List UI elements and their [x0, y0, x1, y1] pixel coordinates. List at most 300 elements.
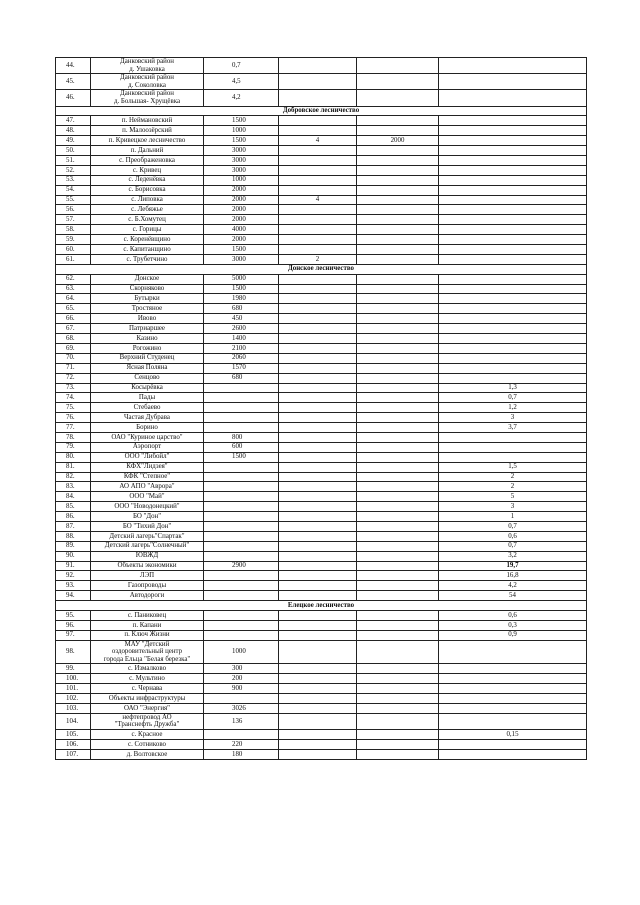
value-col-4-cell: 3 [439, 502, 587, 512]
value-col-3-cell [357, 462, 439, 472]
value-col-2-cell [279, 664, 357, 674]
value-col-2-cell [279, 324, 357, 334]
value-col-3-cell [357, 413, 439, 423]
value-col-4-cell [439, 274, 587, 284]
row-number-cell: 64. [56, 294, 91, 304]
value-col-1-cell: 220 [204, 739, 279, 749]
value-col-3-cell [357, 739, 439, 749]
value-col-1-cell: 900 [204, 684, 279, 694]
object-name-cell: Тростяное [91, 304, 204, 314]
row-number-cell: 90. [56, 551, 91, 561]
value-col-4-cell: 19,7 [439, 561, 587, 571]
value-col-3-cell [357, 749, 439, 759]
value-col-2-cell [279, 225, 357, 235]
value-col-3-cell [357, 694, 439, 704]
object-name-cell: Аэропорт [91, 442, 204, 452]
row-number-cell: 51. [56, 156, 91, 166]
table-row [56, 472, 587, 482]
value-col-2-cell [279, 694, 357, 704]
value-col-3-cell [357, 610, 439, 620]
value-col-1-cell: 1570 [204, 363, 279, 373]
value-col-1-cell: 2060 [204, 353, 279, 363]
section-header-row [56, 106, 587, 116]
value-col-3-cell [357, 492, 439, 502]
object-name-cell: с. Борисовка [91, 185, 204, 195]
table-row [56, 620, 587, 630]
value-col-1-cell: 1500 [204, 284, 279, 294]
value-col-1-cell: 2000 [204, 215, 279, 225]
value-col-3-cell [357, 185, 439, 195]
object-name-cell: Сенцово [91, 373, 204, 383]
row-number-cell: 56. [56, 205, 91, 215]
value-col-4-cell [439, 664, 587, 674]
table-row [56, 442, 587, 452]
value-col-1-cell [204, 512, 279, 522]
value-col-3-cell [357, 591, 439, 601]
value-col-2-cell [279, 146, 357, 156]
value-col-4-cell [439, 294, 587, 304]
value-col-1-cell [204, 531, 279, 541]
value-col-1-cell [204, 462, 279, 472]
object-name-cell: Борино [91, 423, 204, 433]
value-col-1-cell [204, 423, 279, 433]
value-col-2-cell [279, 610, 357, 620]
value-col-2-cell [279, 512, 357, 522]
value-col-1-cell: 4,2 [204, 90, 279, 106]
value-col-2-cell [279, 749, 357, 759]
row-number-cell: 98. [56, 640, 91, 664]
value-col-3-cell [357, 620, 439, 630]
table-row [56, 581, 587, 591]
object-name-cell: АО АПО "Аврора" [91, 482, 204, 492]
value-col-3-cell [357, 304, 439, 314]
value-col-1-cell: 1000 [204, 126, 279, 136]
object-name-cell: Пады [91, 393, 204, 403]
value-col-3-cell [357, 254, 439, 264]
forest-objects-table [55, 57, 587, 760]
value-col-2-cell [279, 74, 357, 90]
value-col-4-cell [439, 334, 587, 344]
table-row [56, 363, 587, 373]
value-col-2-cell [279, 704, 357, 714]
value-col-2-cell [279, 502, 357, 512]
table-row [56, 674, 587, 684]
object-name-cell: с. Преображеновка [91, 156, 204, 166]
value-col-4-cell [439, 165, 587, 175]
value-col-1-cell [204, 383, 279, 393]
value-col-4-cell [439, 640, 587, 664]
table-row [56, 749, 587, 759]
value-col-1-cell: 3000 [204, 165, 279, 175]
table-row [56, 561, 587, 571]
value-col-1-cell: 1500 [204, 116, 279, 126]
value-col-1-cell: 2900 [204, 561, 279, 571]
value-col-1-cell [204, 403, 279, 413]
value-col-4-cell: 3,2 [439, 551, 587, 561]
value-col-3-cell [357, 630, 439, 640]
value-col-2-cell [279, 551, 357, 561]
value-col-4-cell: 2 [439, 482, 587, 492]
row-number-cell: 47. [56, 116, 91, 126]
value-col-4-cell: 1,5 [439, 462, 587, 472]
value-col-1-cell [204, 571, 279, 581]
value-col-1-cell [204, 492, 279, 502]
table-row [56, 156, 587, 166]
value-col-2-cell [279, 343, 357, 353]
table-row [56, 531, 587, 541]
value-col-4-cell: 0,6 [439, 531, 587, 541]
value-col-2-cell [279, 561, 357, 571]
value-col-3-cell [357, 581, 439, 591]
value-col-1-cell [204, 551, 279, 561]
value-col-1-cell [204, 413, 279, 423]
object-name-cell: Частая Дубрава [91, 413, 204, 423]
object-name-cell: Косырёвка [91, 383, 204, 393]
value-col-3-cell [357, 215, 439, 225]
row-number-cell: 65. [56, 304, 91, 314]
value-col-2-cell [279, 156, 357, 166]
value-col-2-cell [279, 492, 357, 502]
row-number-cell: 57. [56, 215, 91, 225]
value-col-1-cell [204, 502, 279, 512]
row-number-cell: 59. [56, 235, 91, 245]
row-number-cell: 46. [56, 90, 91, 106]
value-col-3-cell [357, 343, 439, 353]
row-number-cell: 78. [56, 432, 91, 442]
table-row [56, 254, 587, 264]
value-col-3-cell [357, 521, 439, 531]
object-name-cell: Ясная Поляна [91, 363, 204, 373]
row-number-cell: 107. [56, 749, 91, 759]
object-name-cell: Данковский район д. Большая- Хрущёвка [91, 90, 204, 106]
row-number-cell: 94. [56, 591, 91, 601]
value-col-4-cell [439, 353, 587, 363]
value-col-4-cell: 0,7 [439, 521, 587, 531]
value-col-1-cell [204, 591, 279, 601]
object-name-cell: Бутырки [91, 294, 204, 304]
object-name-cell: ЮВЖД [91, 551, 204, 561]
value-col-3-cell: 2000 [357, 136, 439, 146]
row-number-cell: 52. [56, 165, 91, 175]
value-col-2-cell [279, 126, 357, 136]
table-row [56, 704, 587, 714]
object-name-cell: с. Липовка [91, 195, 204, 205]
value-col-2-cell [279, 235, 357, 245]
value-col-4-cell [439, 126, 587, 136]
row-number-cell: 49. [56, 136, 91, 146]
value-col-2-cell [279, 521, 357, 531]
row-number-cell: 48. [56, 126, 91, 136]
value-col-3-cell [357, 482, 439, 492]
object-name-cell: БО "Дон" [91, 512, 204, 522]
value-col-2-cell [279, 245, 357, 255]
table-row [56, 324, 587, 334]
value-col-3-cell [357, 664, 439, 674]
value-col-4-cell [439, 156, 587, 166]
value-col-3-cell [357, 284, 439, 294]
table-row [56, 739, 587, 749]
value-col-3-cell [357, 58, 439, 74]
value-col-3-cell [357, 640, 439, 664]
value-col-2-cell [279, 452, 357, 462]
table-row [56, 684, 587, 694]
value-col-3-cell [357, 126, 439, 136]
value-col-2-cell [279, 185, 357, 195]
value-col-1-cell: 450 [204, 314, 279, 324]
table-row [56, 541, 587, 551]
value-col-2-cell [279, 363, 357, 373]
value-col-2-cell [279, 442, 357, 452]
row-number-cell: 76. [56, 413, 91, 423]
value-col-4-cell [439, 739, 587, 749]
value-col-1-cell [204, 630, 279, 640]
value-col-4-cell [439, 235, 587, 245]
value-col-4-cell: 0,7 [439, 541, 587, 551]
row-number-cell: 75. [56, 403, 91, 413]
value-col-3-cell [357, 432, 439, 442]
table-row [56, 284, 587, 294]
value-col-4-cell [439, 146, 587, 156]
section-title: Елецкое лесничество [56, 601, 587, 611]
value-col-2-cell: 2 [279, 254, 357, 264]
value-col-2-cell [279, 314, 357, 324]
value-col-1-cell: 2600 [204, 324, 279, 334]
value-col-4-cell [439, 704, 587, 714]
value-col-1-cell: 0,7 [204, 58, 279, 74]
value-col-4-cell [439, 225, 587, 235]
object-name-cell: Верхний Студенец [91, 353, 204, 363]
value-col-3-cell [357, 116, 439, 126]
table-row [56, 502, 587, 512]
value-col-1-cell: 2100 [204, 343, 279, 353]
value-col-1-cell: 1500 [204, 136, 279, 146]
value-col-3-cell [357, 274, 439, 284]
value-col-4-cell: 1,2 [439, 403, 587, 413]
object-name-cell: ООО "Май" [91, 492, 204, 502]
table-row [56, 713, 587, 729]
object-name-cell: с. Чернава [91, 684, 204, 694]
object-name-cell: Автодороги [91, 591, 204, 601]
row-number-cell: 88. [56, 531, 91, 541]
value-col-2-cell [279, 472, 357, 482]
row-number-cell: 104. [56, 713, 91, 729]
value-col-1-cell: 2000 [204, 205, 279, 215]
row-number-cell: 87. [56, 521, 91, 531]
value-col-1-cell: 3026 [204, 704, 279, 714]
table-row [56, 175, 587, 185]
value-col-4-cell [439, 90, 587, 106]
value-col-3-cell [357, 541, 439, 551]
row-number-cell: 67. [56, 324, 91, 334]
value-col-2-cell [279, 334, 357, 344]
table-row [56, 551, 587, 561]
value-col-3-cell [357, 205, 439, 215]
section-title: Донское лесничество [56, 264, 587, 274]
value-col-3-cell [357, 146, 439, 156]
value-col-1-cell: 680 [204, 304, 279, 314]
table-row [56, 462, 587, 472]
value-col-2-cell [279, 90, 357, 106]
object-name-cell: с. Паниковец [91, 610, 204, 620]
value-col-2-cell [279, 383, 357, 393]
value-col-4-cell: 5 [439, 492, 587, 502]
value-col-2-cell [279, 393, 357, 403]
value-col-2-cell [279, 730, 357, 740]
table-row [56, 630, 587, 640]
table-row [56, 353, 587, 363]
table-row [56, 521, 587, 531]
value-col-1-cell: 680 [204, 373, 279, 383]
value-col-3-cell [357, 195, 439, 205]
value-col-2-cell [279, 215, 357, 225]
row-number-cell: 83. [56, 482, 91, 492]
row-number-cell: 45. [56, 74, 91, 90]
value-col-3-cell [357, 713, 439, 729]
value-col-1-cell: 1400 [204, 334, 279, 344]
value-col-1-cell: 300 [204, 664, 279, 674]
object-name-cell: с. Сотниково [91, 739, 204, 749]
value-col-1-cell [204, 482, 279, 492]
row-number-cell: 80. [56, 452, 91, 462]
value-col-2-cell [279, 591, 357, 601]
row-number-cell: 44. [56, 58, 91, 74]
value-col-1-cell: 3000 [204, 156, 279, 166]
table-row [56, 403, 587, 413]
value-col-3-cell [357, 730, 439, 740]
row-number-cell: 102. [56, 694, 91, 704]
value-col-4-cell: 0,6 [439, 610, 587, 620]
value-col-1-cell [204, 472, 279, 482]
row-number-cell: 62. [56, 274, 91, 284]
section-header-row [56, 264, 587, 274]
object-name-cell: Донское [91, 274, 204, 284]
table-row [56, 482, 587, 492]
value-col-2-cell [279, 403, 357, 413]
value-col-3-cell [357, 502, 439, 512]
value-col-3-cell [357, 512, 439, 522]
value-col-2-cell [279, 541, 357, 551]
value-col-4-cell: 0,9 [439, 630, 587, 640]
object-name-cell: ОАО "Энергия" [91, 704, 204, 714]
value-col-1-cell [204, 694, 279, 704]
object-name-cell: Детский лагерь"Солнечный" [91, 541, 204, 551]
value-col-4-cell [439, 684, 587, 694]
object-name-cell: с. Б.Хомутец [91, 215, 204, 225]
value-col-2-cell [279, 175, 357, 185]
row-number-cell: 81. [56, 462, 91, 472]
value-col-1-cell [204, 610, 279, 620]
value-col-4-cell [439, 314, 587, 324]
row-number-cell: 71. [56, 363, 91, 373]
value-col-1-cell: 200 [204, 674, 279, 684]
table-row [56, 195, 587, 205]
table-row [56, 225, 587, 235]
section-title: Добровское лесничество [56, 106, 587, 116]
value-col-3-cell [357, 373, 439, 383]
table-row [56, 432, 587, 442]
value-col-4-cell: 3,7 [439, 423, 587, 433]
row-number-cell: 86. [56, 512, 91, 522]
value-col-3-cell [357, 363, 439, 373]
row-number-cell: 79. [56, 442, 91, 452]
table-row [56, 185, 587, 195]
row-number-cell: 100. [56, 674, 91, 684]
row-number-cell: 68. [56, 334, 91, 344]
object-name-cell: п. Малоозёрский [91, 126, 204, 136]
row-number-cell: 69. [56, 343, 91, 353]
value-col-2-cell: 4 [279, 195, 357, 205]
value-col-1-cell: 1500 [204, 452, 279, 462]
object-name-cell: п. Дальний [91, 146, 204, 156]
value-col-2-cell [279, 294, 357, 304]
value-col-2-cell [279, 116, 357, 126]
object-name-cell: с. Трубетчино [91, 254, 204, 264]
row-number-cell: 50. [56, 146, 91, 156]
section-header-row [56, 601, 587, 611]
row-number-cell: 106. [56, 739, 91, 749]
value-col-3-cell [357, 531, 439, 541]
object-name-cell: с. Мультино [91, 674, 204, 684]
value-col-4-cell [439, 74, 587, 90]
value-col-1-cell [204, 581, 279, 591]
row-number-cell: 74. [56, 393, 91, 403]
value-col-1-cell: 3000 [204, 254, 279, 264]
table-row [56, 205, 587, 215]
table-row [56, 343, 587, 353]
table-row [56, 245, 587, 255]
value-col-4-cell: 0,3 [439, 620, 587, 630]
table-row [56, 215, 587, 225]
value-col-3-cell [357, 324, 439, 334]
object-name-cell: ОАО "Куриное царство" [91, 432, 204, 442]
value-col-2-cell [279, 205, 357, 215]
table-row [56, 146, 587, 156]
value-col-3-cell [357, 571, 439, 581]
object-name-cell: Данковский район д. Соколовка [91, 74, 204, 90]
value-col-1-cell [204, 730, 279, 740]
row-number-cell: 73. [56, 383, 91, 393]
value-col-2-cell [279, 165, 357, 175]
value-col-2-cell [279, 630, 357, 640]
value-col-1-cell: 1980 [204, 294, 279, 304]
object-name-cell: КФК "Степное" [91, 472, 204, 482]
value-col-3-cell [357, 294, 439, 304]
table-row [56, 730, 587, 740]
value-col-4-cell: 2 [439, 472, 587, 482]
row-number-cell: 101. [56, 684, 91, 694]
value-col-2-cell [279, 462, 357, 472]
object-name-cell: д. Волтовское [91, 749, 204, 759]
value-col-1-cell [204, 521, 279, 531]
object-name-cell: п. Кривецкое лесничество [91, 136, 204, 146]
object-name-cell: с. Кривец [91, 165, 204, 175]
value-col-2-cell [279, 739, 357, 749]
row-number-cell: 105. [56, 730, 91, 740]
object-name-cell: Газопроводы [91, 581, 204, 591]
object-name-cell: с. Лебяжье [91, 205, 204, 215]
value-col-2-cell [279, 423, 357, 433]
row-number-cell: 63. [56, 284, 91, 294]
value-col-3-cell [357, 704, 439, 714]
object-name-cell: с. Измалково [91, 664, 204, 674]
row-number-cell: 61. [56, 254, 91, 264]
value-col-1-cell: 4000 [204, 225, 279, 235]
value-col-3-cell [357, 225, 439, 235]
row-number-cell: 84. [56, 492, 91, 502]
value-col-2-cell [279, 640, 357, 664]
row-number-cell: 95. [56, 610, 91, 620]
object-name-cell: п. Неймановский [91, 116, 204, 126]
